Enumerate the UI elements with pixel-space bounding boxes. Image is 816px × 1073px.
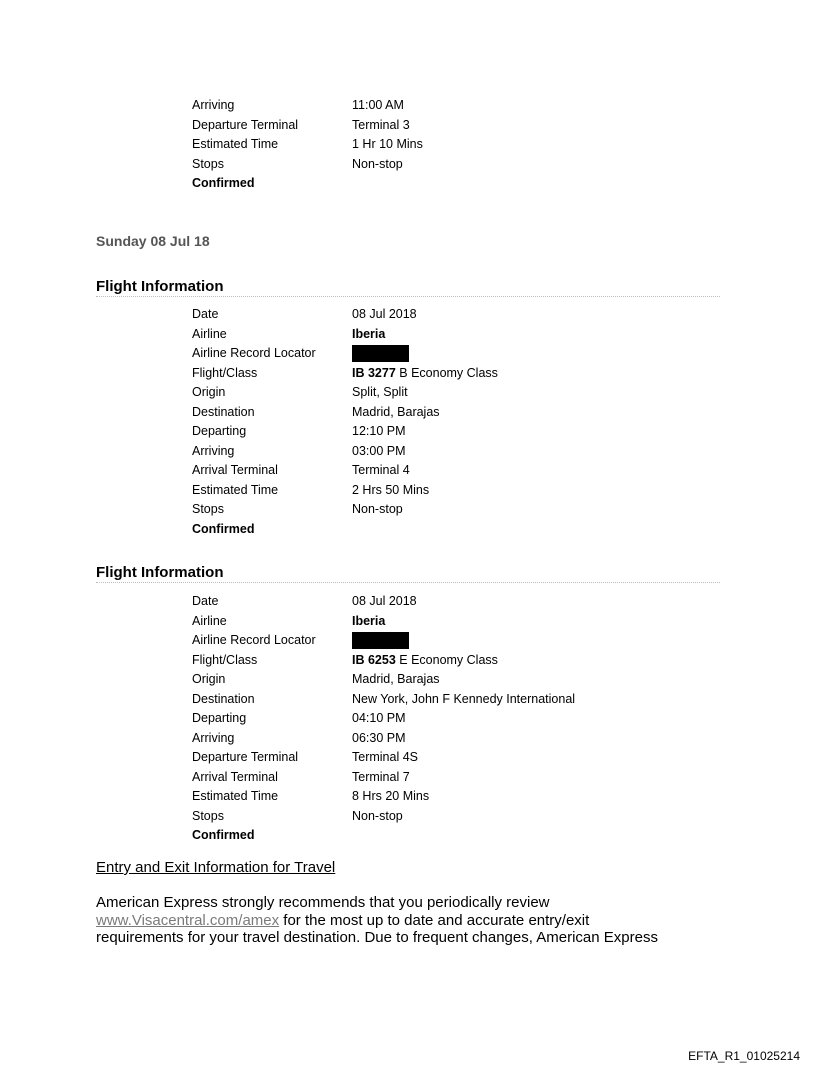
detail-label: Stops (192, 156, 224, 171)
detail-label: Estimated Time (192, 137, 279, 151)
flight-class-label: Flight/Class (192, 365, 258, 380)
departure-terminal-row (192, 748, 575, 768)
detail-value: Terminal 3 (352, 117, 410, 132)
estimated-label: Estimated Time (192, 482, 279, 497)
detail-row (192, 96, 423, 116)
arriving-label: Arriving (192, 443, 235, 458)
airline-value: Iberia (352, 613, 386, 628)
detail-value: 11:00 AM (352, 98, 404, 112)
airline-value: Iberia (352, 326, 386, 341)
locator-row (192, 631, 575, 651)
flight-2-details (192, 592, 575, 846)
destination-label: Destination (192, 404, 255, 419)
confirmed-status: Confirmed (192, 521, 255, 536)
detail-label: Arriving (192, 98, 235, 112)
arrival-terminal-row (192, 461, 498, 481)
departing-label: Departing (192, 424, 247, 438)
date-value: 08 Jul 2018 (352, 594, 417, 608)
flight-1-details (192, 305, 498, 539)
destination-value: New York, John F Kennedy International (352, 691, 576, 706)
detail-row (192, 155, 423, 175)
destination-value: Madrid, Barajas (352, 404, 440, 419)
date-value: 08 Jul 2018 (352, 307, 417, 321)
departing-value: 04:10 PM (352, 711, 406, 725)
arriving-value: 03:00 PM (352, 443, 406, 458)
departure-terminal-value: Terminal 4S (352, 750, 418, 764)
arrival-terminal-label: Arrival Terminal (192, 463, 278, 477)
departing-label: Departing (192, 711, 247, 725)
entry-exit-paragraph (96, 894, 736, 947)
flight-info-heading: Flight Information (96, 564, 720, 583)
destination-row (192, 690, 575, 710)
estimated-row (192, 787, 575, 807)
entry-exit-heading: Entry and Exit Information for Travel (96, 859, 336, 876)
stops-label: Stops (192, 808, 224, 823)
destination-row (192, 403, 498, 423)
arriving-label: Arriving (192, 730, 235, 745)
origin-row (192, 670, 575, 690)
departing-row (192, 709, 575, 729)
arriving-row (192, 729, 575, 749)
arrival-terminal-row (192, 768, 575, 788)
arrival-terminal-value: Terminal 4 (352, 463, 410, 477)
locator-label: Airline Record Locator (192, 346, 316, 360)
airline-row (192, 612, 575, 632)
stops-value: Non-stop (352, 502, 403, 516)
arrival-terminal-label: Arrival Terminal (192, 769, 278, 784)
flight-class-label: Flight/Class (192, 652, 258, 667)
origin-value: Split, Split (352, 385, 408, 399)
flight-info-heading: Flight Information (96, 278, 720, 297)
detail-value: 1 Hr 10 Mins (352, 137, 423, 151)
destination-label: Destination (192, 691, 255, 706)
date-label: Date (192, 307, 219, 321)
flight-number: IB 6253 (352, 652, 396, 667)
paragraph-line-2: for the most up to date and accurate entry/exit (279, 911, 590, 929)
origin-label: Origin (192, 385, 226, 399)
flight-class-row (192, 364, 498, 384)
estimated-row (192, 481, 498, 501)
origin-value: Madrid, Barajas (352, 672, 440, 686)
confirmed-status: Confirmed (192, 176, 255, 190)
stops-value: Non-stop (352, 808, 403, 823)
date-row (192, 305, 498, 325)
status-row (192, 174, 423, 194)
flight-class: B Economy Class (399, 365, 498, 380)
day-heading: Sunday 08 Jul 18 (96, 233, 210, 249)
airline-row (192, 325, 498, 345)
arriving-row (192, 442, 498, 462)
redacted-locator (352, 345, 409, 362)
origin-label: Origin (192, 672, 226, 686)
paragraph-line-3: requirements for your travel destination. Due to frequent changes, American Express (96, 929, 658, 946)
status-row (192, 826, 575, 846)
origin-row (192, 383, 498, 403)
detail-row (192, 135, 423, 155)
airline-label: Airline (192, 326, 227, 341)
stops-row (192, 500, 498, 520)
detail-value: Non-stop (352, 156, 403, 171)
airline-label: Airline (192, 613, 227, 628)
date-label: Date (192, 594, 219, 608)
flight-class-row (192, 651, 575, 671)
arriving-value: 06:30 PM (352, 730, 406, 745)
locator-label: Airline Record Locator (192, 633, 316, 647)
visacentral-link[interactable]: www.Visacentral.com/amex (96, 911, 280, 929)
arrival-terminal-value: Terminal 7 (352, 769, 410, 784)
stops-label: Stops (192, 502, 224, 516)
locator-row (192, 344, 498, 364)
departure-terminal-label: Departure Terminal (192, 750, 299, 764)
detail-label: Departure Terminal (192, 117, 299, 132)
estimated-label: Estimated Time (192, 789, 279, 803)
estimated-value: 2 Hrs 50 Mins (352, 482, 430, 497)
top-flight-details (192, 96, 423, 194)
flight-class: E Economy Class (399, 652, 498, 667)
estimated-value: 8 Hrs 20 Mins (352, 789, 430, 803)
redacted-locator (352, 632, 409, 649)
flight-number: IB 3277 (352, 365, 396, 380)
departing-row (192, 422, 498, 442)
paragraph-line-1: American Express strongly recommends that you periodically review (96, 894, 550, 911)
status-row (192, 520, 498, 540)
stops-row (192, 807, 575, 827)
departing-value: 12:10 PM (352, 424, 406, 438)
detail-row (192, 116, 423, 136)
date-row (192, 592, 575, 612)
document-id-footer: EFTA_R1_01025214 (688, 1049, 800, 1063)
confirmed-status: Confirmed (192, 828, 255, 842)
